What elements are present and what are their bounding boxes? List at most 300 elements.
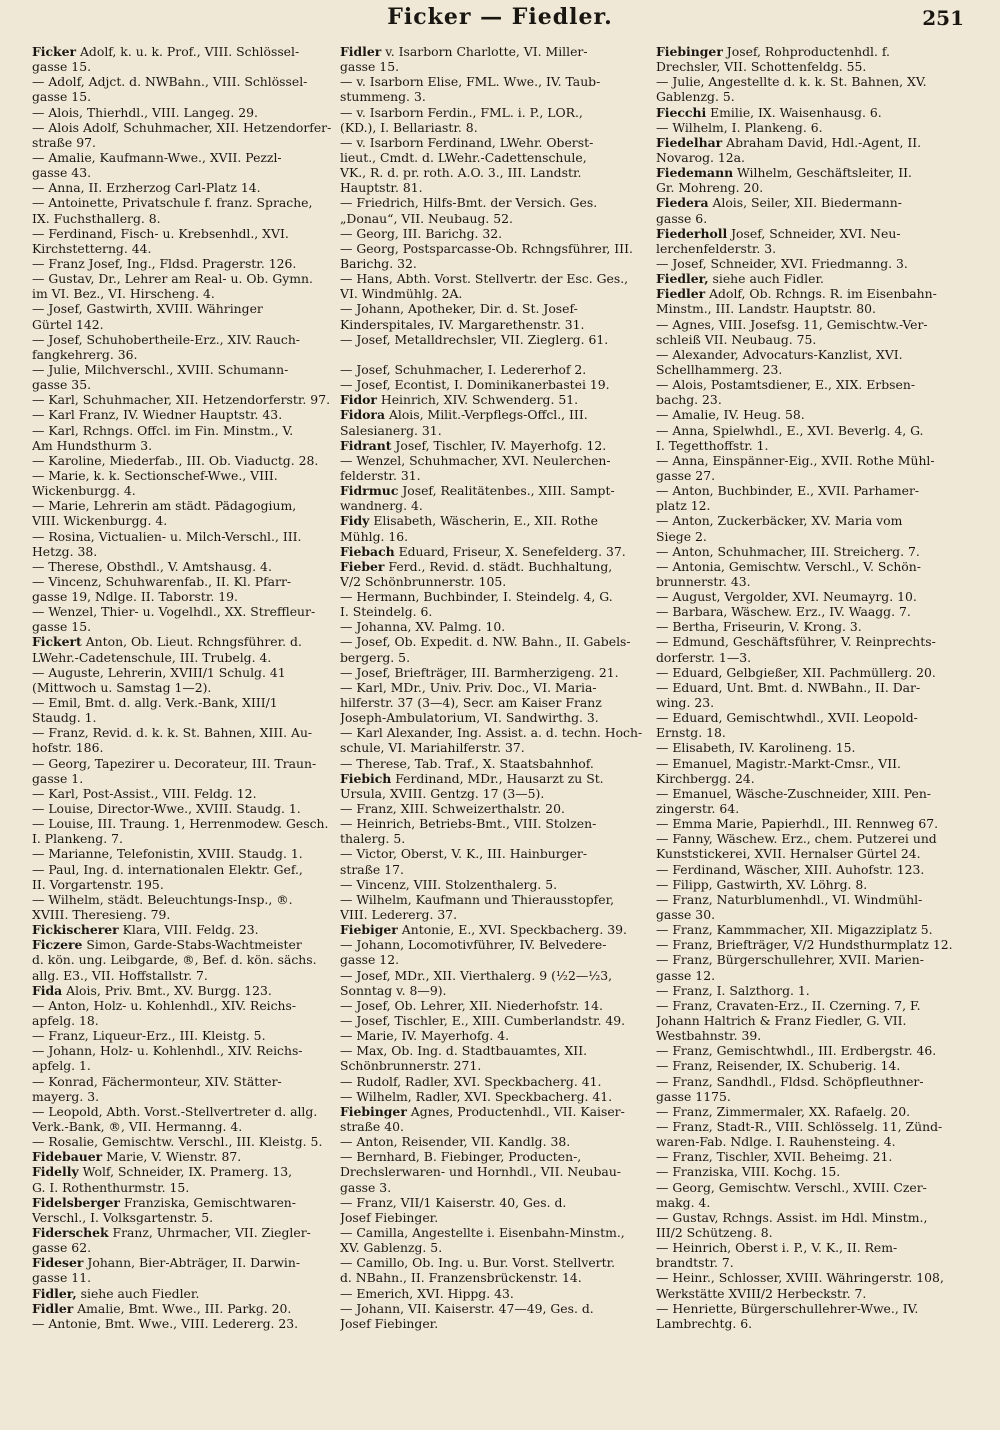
entry-line [340,468,648,483]
entry-text: — Franz, Stadt-R., VIII. Schlösselg. 11, Zünd- [656,1118,943,1134]
entry-text: — Gustav, Dr., Lehrer am Real- u. Ob. Gymn. [32,271,313,287]
entry-line [656,407,968,422]
entry-line [32,211,334,226]
entry-text: Joseph-Ambulatorium, VI. Sandwirthg. 3. [340,710,599,726]
entry-headword-line [32,1195,334,1210]
entry-text: Werkstätte XVIII/2 Herbeckstr. 7. [656,1285,867,1301]
entry-headword-line [656,226,968,241]
entry-line [340,89,648,104]
entry-line [32,513,334,528]
entry-line [340,862,648,877]
entry-line [340,907,648,922]
entry-text: — Franz, Zimmermaler, XX. Rafaelg. 20. [656,1103,911,1119]
entry-text: gasse 62. [32,1240,92,1256]
entry-text: Ursula, XVIII. Gentzg. 17 (3—5). [340,785,545,801]
entry-line [340,211,648,226]
entry-text: makg. 4. [656,1194,711,1210]
surname-headword: Fidelly [32,1164,79,1180]
entry-text: LWehr.-Cadetenschule, III. Trubelg. 4. [32,649,272,665]
entry-text: im VI. Bez., VI. Hirscheng. 4. [32,286,215,302]
entry-headword-line [340,407,648,422]
entry-line [656,695,968,710]
entry-line [340,423,648,438]
entry-headword-line [32,922,334,937]
entry-line [340,725,648,740]
entry-line [656,1255,968,1270]
entry-text: straße 40. [340,1118,404,1134]
entry-line [340,74,648,89]
entry-line [32,468,334,483]
entry-line [340,1180,648,1195]
entry-line [656,846,968,861]
entry-line [32,968,334,983]
surname-headword: Fickischerer [32,922,119,938]
entry-text: Johann Haltrich & Franz Fiedler, G. VII. [656,1013,907,1028]
entry-line [340,241,648,256]
entry-line [656,589,968,604]
entry-text: Simon, Garde-Stabs-Wachtmeister [82,937,302,953]
entry-line [32,105,334,120]
entry-line [656,453,968,468]
entry-line [656,513,968,528]
entry-text: I. Plankeng. 7. [32,831,123,847]
surname-headword: Fiederholl [656,225,728,241]
entry-line [656,998,968,1013]
surname-headword: Fidor [340,392,377,408]
entry-text: — Heinrich, Oberst i. P., V. K., II. Rem- [656,1240,898,1256]
entry-text: — Georg, Gemischtw. Verschl., XVIII. Czer- [656,1179,927,1195]
surname-headword: Fickert [32,634,82,650]
entry-text: — Wilhelm, Kaufmann und Thierausstopfer, [340,891,615,907]
entry-text: — Friedrich, Hilfs-Bmt. der Versich. Ges. [340,195,598,211]
entry-line [656,740,968,755]
entry-line [32,1074,334,1089]
entry-text: VK., R. d. pr. roth. A.O. 3., III. Landstr. [340,165,582,181]
entry-line [340,256,648,271]
entry-text: — Eduard, Gelbgießer, XII. Pachmüllerg. 20. [656,664,936,680]
entry-line [656,1195,968,1210]
entry-line [656,1316,968,1331]
entry-text: — Franz, Tischler, XVII. Beheimg. 21. [656,1149,893,1165]
entry-line [32,998,334,1013]
entry-line [656,1119,968,1134]
entry-line [656,1028,968,1043]
entry-text: Franz, Uhrmacher, VII. Ziegler- [108,1224,311,1240]
entry-text: G. I. Rothenthurmstr. 15. [32,1179,190,1195]
entry-text: allg. E3., VII. Hoffstallstr. 7. [32,967,208,983]
entry-line [340,786,648,801]
entry-text: gasse 1175. [656,1088,731,1104]
entry-line [32,256,334,271]
entry-text: VI. Windmühlg. 2A. [340,286,463,302]
entry-text: — Georg, Tapezirer u. Decorateur, III. Traun- [32,755,317,771]
entry-line [656,710,968,725]
entry-text: lerchenfelderstr. 3. [656,240,777,256]
entry-line [656,831,968,846]
entry-line [340,968,648,983]
entry-line [32,1316,334,1331]
entry-line [32,74,334,89]
entry-text: Ferdinand, MDr., Hausarzt zu St. [391,770,604,786]
entry-text: — Konrad, Fächermonteur, XIV. Stätter- [32,1073,282,1089]
entry-line [656,877,968,892]
entry-text: Hetzg. 38. [32,543,98,559]
entry-line [340,377,648,392]
entry-line [340,453,648,468]
entry-headword-line [32,1286,334,1301]
entry-line [32,89,334,104]
entry-text: — Leopold, Abth. Vorst.-Stellvertreter d. allg. [32,1103,318,1119]
entry-text: — Filipp, Gastwirth, XV. Löhrg. 8. [656,876,868,892]
entry-line [656,937,968,952]
entry-line [656,1104,968,1119]
entry-text: — Josef, Gastwirth, XVIII. Währinger [32,301,263,317]
entry-line [32,1089,334,1104]
entry-line [32,1240,334,1255]
entry-text: Klara, VIII. Feldg. 23. [118,922,259,938]
entry-line [656,983,968,998]
entry-text: — Franz, Reisender, IX. Schuberig. 14. [656,1058,901,1074]
entry-line [32,619,334,634]
entry-headword-line [340,483,648,498]
entry-text: Siege 2. [656,528,707,544]
entry-line [340,1255,648,1270]
entry-text: straße 97. [32,134,96,150]
entry-line [656,1058,968,1073]
entry-text: — Franz, XIII. Schweizerthalstr. 20. [340,801,565,817]
entry-line [656,498,968,513]
entry-text: — Josef, Schneider, XVI. Friedmanng. 3. [656,255,908,271]
entry-headword-line [656,165,968,180]
entry-line [32,195,334,210]
page-number: 251 [922,6,964,30]
entry-text: — Heinrich, Betriebs-Bmt., VIII. Stolzen- [340,816,597,832]
entry-text: Kirchbergg. 24. [656,770,755,786]
entry-line [340,998,648,1013]
entry-text: XVIII. Theresieng. 79. [32,907,171,923]
entry-text: — Franz, Liqueur-Erz., III. Kleistg. 5. [32,1028,266,1044]
surname-headword: Fiedera [656,195,709,211]
entry-text: — Henriette, Bürgerschullehrer-Wwe., IV. [656,1300,919,1316]
entry-text: — Louise, III. Traung. 1, Herrenmodew. Gesch. [32,816,329,832]
entry-text: Kinderspitales, IV. Margarethenstr. 31. [340,316,585,332]
entry-text: schule, VI. Mariahilferstr. 37. [340,740,525,756]
entry-line [656,952,968,967]
entry-text: — Ferdinand, Fisch- u. Krebsenhdl., XVI. [32,225,289,241]
entry-text: Amalie, Bmt. Wwe., III. Parkg. 20. [73,1300,292,1316]
entry-text: gasse 15. [340,59,400,75]
entry-line [340,756,648,771]
entry-text: v. Isarborn Charlotte, VI. Miller- [381,44,588,59]
entry-line [656,1180,968,1195]
entry-text: gasse 27. [656,467,716,483]
entry-text: — Agnes, VIII. Josefsg. 11, Gemischtw.-Ver- [656,316,928,332]
entry-line [32,271,334,286]
entry-text: mayerg. 3. [32,1088,100,1104]
entry-line [32,1210,334,1225]
entry-text: — Franz, I. Salzthorg. 1. [656,982,810,998]
entry-line [32,241,334,256]
entry-text: — Amalie, IV. Heug. 58. [656,407,805,423]
entry-line [32,529,334,544]
entry-line [656,650,968,665]
entry-text: — Victor, Oberst, V. K., III. Hainburger- [340,846,588,862]
entry-line [340,589,648,604]
entry-text: — Franz, VII/1 Kaiserstr. 40, Ges. d. [340,1194,567,1210]
entry-text: II. Vorgartenstr. 195. [32,876,164,892]
entry-text: — Josef, Tischler, E., XIII. Cumberlandstr. 49. [340,1013,626,1028]
entry-text: Agnes, Productenhdl., VII. Kaiser- [406,1103,625,1119]
entry-line [32,362,334,377]
entry-line [656,211,968,226]
entry-line [656,392,968,407]
entry-text: — Fanny, Wäschew. Erz., chem. Putzerei und [656,831,937,847]
entry-text: straße 17. [340,861,404,877]
entry-line [340,120,648,135]
entry-line [656,74,968,89]
surname-headword: Ficzere [32,937,83,953]
entry-text: hilferstr. 37 (3—4), Secr. am Kaiser Franz [340,695,602,711]
entry-text: I. Tegetthoffstr. 1. [656,437,769,453]
entry-text: Wolf, Schneider, IX. Pramerg. 13, [78,1164,293,1180]
entry-headword-line [340,392,648,407]
entry-text: — Marie, Lehrerin am städt. Pädagogium, [32,498,297,514]
entry-text: — Wilhelm, städt. Beleuchtungs-Insp., ®. [32,891,293,907]
entry-text: V/2 Schönbrunnerstr. 105. [340,573,507,589]
entry-text: gasse 35. [32,377,92,393]
entry-text: VIII. Wickenburgg. 4. [32,513,168,529]
entry-text: Schönbrunnerstr. 271. [340,1058,482,1074]
entry-line [656,1240,968,1255]
entry-line [340,180,648,195]
entry-line [340,740,648,755]
surname-headword: Fidrant [340,437,392,453]
entry-text: — Anna, Spielwhdl., E., XVI. Beverlg. 4, G. [656,422,924,438]
entry-text: d. kön. ung. Leibgarde, ®, Bef. d. kön. sächs. [32,952,317,968]
entry-line [340,1119,648,1134]
entry-text: — Alexander, Advocaturs-Kanzlist, XVI. [656,346,903,362]
entry-text: Hauptstr. 81. [340,180,423,196]
entry-text: — Karl, Post-Assist., VIII. Feldg. 12. [32,785,257,801]
entry-text: — Franz, Cravaten-Erz., II. Czerning. 7, F. [656,997,921,1013]
entry-text: wandnerg. 4. [340,498,423,514]
entry-line [340,1240,648,1255]
entry-line [32,786,334,801]
entry-line [32,1058,334,1073]
entry-text: — Franziska, VIII. Kochg. 15. [656,1164,841,1180]
entry-line [656,59,968,74]
entry-text: Josef, Tischler, IV. Mayerhofg. 12. [391,437,607,453]
entry-text: — Johann, Locomotivführer, IV. Belvedere- [340,937,607,953]
entry-text: — Vincenz, Schuhwarenfab., II. Kl. Pfarr- [32,573,292,589]
surname-headword: Fiebiger [340,922,398,938]
entry-headword-line [32,1255,334,1270]
entry-line [340,165,648,180]
entry-line [32,407,334,422]
entry-line [656,438,968,453]
entry-text: Staudg. 1. [32,710,97,726]
entry-text: — Franz Josef, Ing., Fldsd. Pragerstr. 126. [32,255,297,271]
surname-headword: Fidebauer [32,1149,103,1165]
entry-line [656,120,968,135]
entry-text: — Marie, k. k. Sectionschef-Wwe., VIII. [32,467,278,483]
surname-headword: Fiedelhar [656,134,723,150]
entry-text: — Emil, Bmt. d. allg. Verk.-Bank, XIII/1 [32,695,278,711]
entry-text: Josef, Schneider, XVI. Neu- [727,225,901,241]
entry-line [340,574,648,589]
entry-line [340,347,648,362]
entry-line [656,544,968,559]
entry-text: „Donau“, VII. Neubaug. 52. [340,210,513,226]
entry-text: Wilhelm, Geschäftsleiter, II. [733,165,912,181]
entry-line [340,1301,648,1316]
entry-text: — Edmund, Geschäftsführer, V. Reinprechts- [656,634,936,650]
entry-line [340,301,648,316]
entry-line [32,862,334,877]
entry-text: Barichg. 32. [340,255,417,271]
entry-line [656,862,968,877]
entry-line [32,1013,334,1028]
entry-line [656,1089,968,1104]
entry-line [656,362,968,377]
entry-line [340,1089,648,1104]
entry-text: Novarog. 12a. [656,149,745,165]
entry-text: bergerg. 5. [340,649,411,665]
entry-text: — Josef, Schuhobertheile-Erz., XIV. Rauch- [32,331,300,347]
entry-text: Josef, Rohproductenhdl. f. [722,44,890,59]
entry-line [340,105,648,120]
entry-text: Heinrich, XIV. Schwenderg. 51. [376,392,579,408]
entry-line [340,619,648,634]
entry-text: (Mittwoch u. Samstag 1—2). [32,679,212,695]
entry-line [32,332,334,347]
entry-text: waren-Fab. Ndlge. I. Rauhensteing. 4. [656,1134,896,1150]
entry-text: I. Steindelg. 6. [340,604,433,620]
entry-headword-line [656,271,968,286]
entry-headword-line [32,1164,334,1179]
entry-text: — Wilhelm, I. Plankeng. 6. [656,119,823,135]
entry-text: gasse 11. [32,1270,92,1286]
entry-line [656,665,968,680]
entry-line [656,317,968,332]
entry-text: gasse 1. [32,770,84,786]
entry-line [656,634,968,649]
entry-line [656,771,968,786]
entry-text: — Johann, Apotheker, Dir. d. St. Josef- [340,301,578,317]
entry-line [32,740,334,755]
entry-headword-line [340,1104,648,1119]
entry-line [340,317,648,332]
surname-headword: Fiedemann [656,165,734,181]
entry-line [656,892,968,907]
entry-line [32,1180,334,1195]
entry-text: — Anton, Holz- u. Kohlenhdl., XIV. Reichs- [32,997,297,1013]
entry-text: gasse 15. [32,619,92,635]
entry-line [32,165,334,180]
entry-text: — Eduard, Unt. Bmt. d. NWBahn., II. Dar- [656,679,921,695]
entry-text: Alois, Milit.-Verpflegs-Offcl., III. [385,407,588,423]
entry-line [340,135,648,150]
entry-text: — Franz, Revid. d. k. k. St. Bahnen, XIII. Au- [32,725,313,741]
entry-line [340,801,648,816]
entry-text: — Josef, MDr., XII. Vierthalerg. 9 (½2—½3, [340,967,613,983]
surname-headword: Fida [32,982,63,998]
entry-text: — Johanna, XV. Palmg. 10. [340,619,506,635]
entry-text: — Franz, Briefträger, V/2 Hundsthurmplatz 12. [656,937,953,953]
entry-line [656,1149,968,1164]
entry-line [32,498,334,513]
entry-headword-line [32,937,334,952]
entry-text: — Adolf, Adjct. d. NWBahn., VIII. Schlössel- [32,74,308,90]
surname-headword: Fidrmuc [340,483,399,499]
entry-line [656,680,968,695]
entry-line [32,695,334,710]
entry-line [32,831,334,846]
entry-line [32,544,334,559]
entry-text: — Johann, Holz- u. Kohlenhdl., XIV. Reichs- [32,1043,303,1059]
entry-headword-line [32,1301,334,1316]
entry-line [32,120,334,135]
entry-text: — v. Isarborn Ferdinand, LWehr. Oberst- [340,134,594,150]
entry-text: Adolf, k. u. k. Prof., VIII. Schlössel- [76,44,300,59]
entry-text: Josef Fiebinger. [340,1315,439,1331]
entry-text: gasse 43. [32,165,92,181]
entry-line [32,771,334,786]
entry-line [340,195,648,210]
entry-line [656,816,968,831]
entry-line [656,619,968,634]
surname-headword: Fidler [32,1300,74,1316]
entry-text: — Georg, Postsparcasse-Ob. Rchngsführer, III. [340,240,633,256]
entry-text: — Josef, Econtist, I. Dominikanerbastei 19. [340,377,610,393]
entry-text: — Alois, Thierhdl., VIII. Langeg. 29. [32,104,258,120]
entry-text: wing. 23. [656,695,715,711]
entry-line [32,574,334,589]
entry-line [656,604,968,619]
entry-text: Salesianerg. 31. [340,422,442,438]
entry-line [656,301,968,316]
entry-line [32,347,334,362]
entry-text: — Therese, Obsthdl., V. Amtshausg. 4. [32,558,272,574]
entry-line [32,180,334,195]
entry-line [340,286,648,301]
entry-text: Gablenzg. 5. [656,89,735,105]
entry-headword-line [32,1225,334,1240]
entry-text: — Gustav, Rchngs. Assist. im Hdl. Minstm., [656,1209,928,1225]
entry-text: — Wenzel, Thier- u. Vogelhdl., XX. Streffleur- [32,604,316,620]
entry-line [656,1134,968,1149]
entry-text: — Franz, Naturblumenhdl., VI. Windmühl- [656,891,923,907]
entry-line [340,226,648,241]
entry-text: — Marie, IV. Mayerhofg. 4. [340,1028,510,1044]
entry-line [32,801,334,816]
entry-text: — Karl, Schuhmacher, XII. Hetzendorferstr. 97. [32,392,331,408]
entry-text: — Emanuel, Wäsche-Zuschneider, XIII. Pen- [656,785,931,801]
entry-line [340,150,648,165]
entry-text: — Anna, Einspänner-Eig., XVII. Rothe Mühl- [656,452,935,468]
entry-line [340,937,648,952]
entry-text: schleiß VII. Neubaug. 75. [656,331,817,347]
surname-headword: Fiebach [340,543,395,559]
entry-text: (KD.), I. Bellariastr. 8. [340,119,478,135]
entry-headword-line [340,513,648,528]
surname-headword: Fidy [340,513,370,529]
entry-headword-line [656,105,968,120]
entry-line [656,756,968,771]
entry-headword-line [32,983,334,998]
entry-headword-line [340,44,648,59]
entry-line [340,665,648,680]
